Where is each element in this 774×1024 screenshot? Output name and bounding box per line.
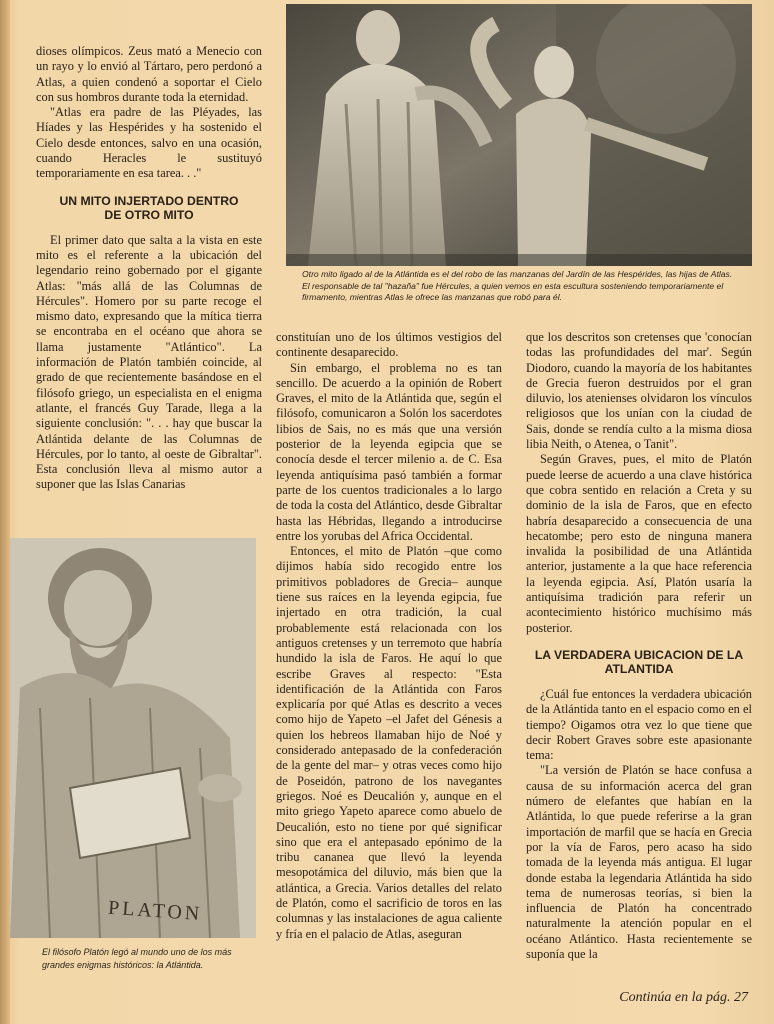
- paragraph: Sin embargo, el problema no es tan sencillo. De acuerdo a la opinión de Robert Graves, el mito de la Atlántida que, según el filósofo, comunicaron a Solón los sacerdotes libios de Sais, no es más que una versión posterior de la leyenda egipcia que se conocía desde el tercer milenio a. de C. Esa leyenda antiquísima pasó también a formar parte de los cuentos tradicionales a lo largo de toda la costa del Atlántico, desde Gibraltar hasta las Hébridas, llegando a introducirse entre los yorubas del Africa Occidental.: [276, 360, 502, 543]
- plato-inscription: PLATON: [107, 896, 203, 926]
- photo-caption-bottom: El filósofo Platón legó al mundo uno de los más grandes enigmas históricos: la Atlántida.: [42, 947, 232, 970]
- paragraph: "La versión de Platón se hace confusa a causa de su información acerca del gran número de elefantes que habían en la Atlántida, lo que puede referirse a la gran importación de marfil que se hacía en Grecia por la vía de Faros, pero acaso ha sido tomada de la leyenda más antigua. El lugar donde estaba la legendaria Atlántida ha sido tema de numerosas teorías, si bien la influencia de Platón ha concentrado naturalmente la atención popular en el océano Atlántico. Hasta recientemente se suponía que la: [526, 763, 752, 961]
- section-heading: UN MITO INJERTADO DENTRO DE OTRO MITO: [59, 193, 239, 223]
- paragraph: que los descritos son cretenses que 'conocían todas las profundidades del mar'. Según Diodoro, cuando la mayoría de los habitantes de Grecia fueron destruidos por el gran diluvio, los atenienses olvidaron los vínculos religiosos que los unían con la ciudad de Sais, donde se rendía culto a la misma diosa libia Neith, o Atenea, o Tanit".: [526, 330, 752, 452]
- paragraph: constituían uno de los últimos vestigios del continente desaparecido.: [276, 330, 502, 360]
- page-binding-shadow: [0, 0, 10, 1024]
- plato-illustration: [10, 538, 256, 938]
- paragraph: Entonces, el mito de Platón –que como dijimos había sido recogido entre los primitivos pobladores de Grecia– aunque tiene sus raíces en la leyenda egipcia, fue injertado en otra tradición, la cual probablemente está relacionada con los antiguos cretenses y un terremoto que habría hundido la isla de Faros. He aquí lo que escribe Graves al respecto: "Esta identificación de la Atlántida con Faros explicaría por qué Atlas es descrito a veces como hijo de Yapeto –el Jafet del Génesis a quien los hebreos llamaban hijo de Noé y considerado antepasado de la confederación de la gente del mar– y otras veces como hijo de Poseidón, patrono de los navegantes griegos. Noé es Deucalión y, aunque en el mito griego Yapeto aparece como abuelo de Deucalión, esto no tiene por qué significar sino que era el antepasado epónimo de la tribu cananea que llevó la leyenda mesopotámica del diluvio, más bien que la atlántica, a Grecia. Varios detalles del relato de Platón, como el sacrificio de toros en las columnas y las instalaciones de agua caliente y fría en el palacio de Atlas, aseguran: [276, 544, 502, 941]
- hercules-atlas-photo: [286, 4, 752, 266]
- right-column-text: [526, 330, 752, 962]
- middle-column-text: [276, 330, 502, 942]
- paragraph: dioses olímpicos. Zeus mató a Menecio con un rayo y lo envió al Tártaro, pero perdonó a Atlas, a quien condenó a soportar el Cielo con sus hombros durante toda la eternidad.: [36, 44, 262, 104]
- paragraph: "Atlas era padre de las Pléyades, las Híades y las Hespérides y ha sostenido el Cielo desde entonces, salvo en una ocasión, cuando Heracles le sustituyó temporariamente en esa tarea. . .": [36, 105, 262, 181]
- continued-on-page: Continúa en la pág. 27: [619, 990, 748, 1005]
- paragraph: ¿Cuál fue entonces la verdadera ubicación de la Atlántida tanto en el espacio como en el tiempo? Oigamos otra vez lo que tiene que decir Robert Graves sobre este apasionante tema:: [526, 686, 752, 763]
- section-heading: LA VERDADERA UBICACION DE LA ATLANTIDA: [534, 647, 744, 677]
- plato-drawing: [10, 538, 256, 938]
- paragraph: Según Graves, pues, el mito de Platón puede leerse de acuerdo a una clave histórica que cobra sentido en relación a Creta y su dominio de la isla de Faros, que en efecto habría desaparecido a consecuencia de una hecatombe; pero esto de ninguna manera invalida la posibilidad de una Atlántida anterior, justamente a la que hace referencia la leyenda egipcia. Así, Platón usaría la antiquísima tradición para referir un acontecimiento histórico muchísimo más posterior.: [526, 452, 752, 635]
- sculpture-illustration: [286, 4, 752, 266]
- left-column-text: [36, 44, 262, 493]
- photo-caption-top: Otro mito ligado al de la Atlántida es el del robo de las manzanas del Jardín de las Hespérides, las hijas de Atlas. El responsable de tal "hazaña" fue Hércules, a quien vemos en esta escultura sosteniendo temporariamente el firmamento, mientras Atlas le ofrece las manzanas que robó para él.: [302, 269, 733, 302]
- paragraph: El primer dato que salta a la vista en este mito es el referente a la ubicación del legendario reino gobernado por el gigante Atlas: "más allá de las Columnas de Hércules". Homero por su parte recoge el mismo dato, expresando que la mítica tierra se encontraba en el océano que ahora se llama justamente "Atlántico". La información de Platón también coincide, al grado de que recientemente basándose en el filósofo griego, un especialista en el enigma atlante, el francés Guy Tarade, llega a la siguiente conclusión: ". . . hay que buscar la Atlántida delante de las Columnas de Hércules, por lo tanto, al oeste de Gibraltar". Esta conclusión lleva al mismo autor a suponer que las Islas Canarias: [36, 232, 262, 492]
